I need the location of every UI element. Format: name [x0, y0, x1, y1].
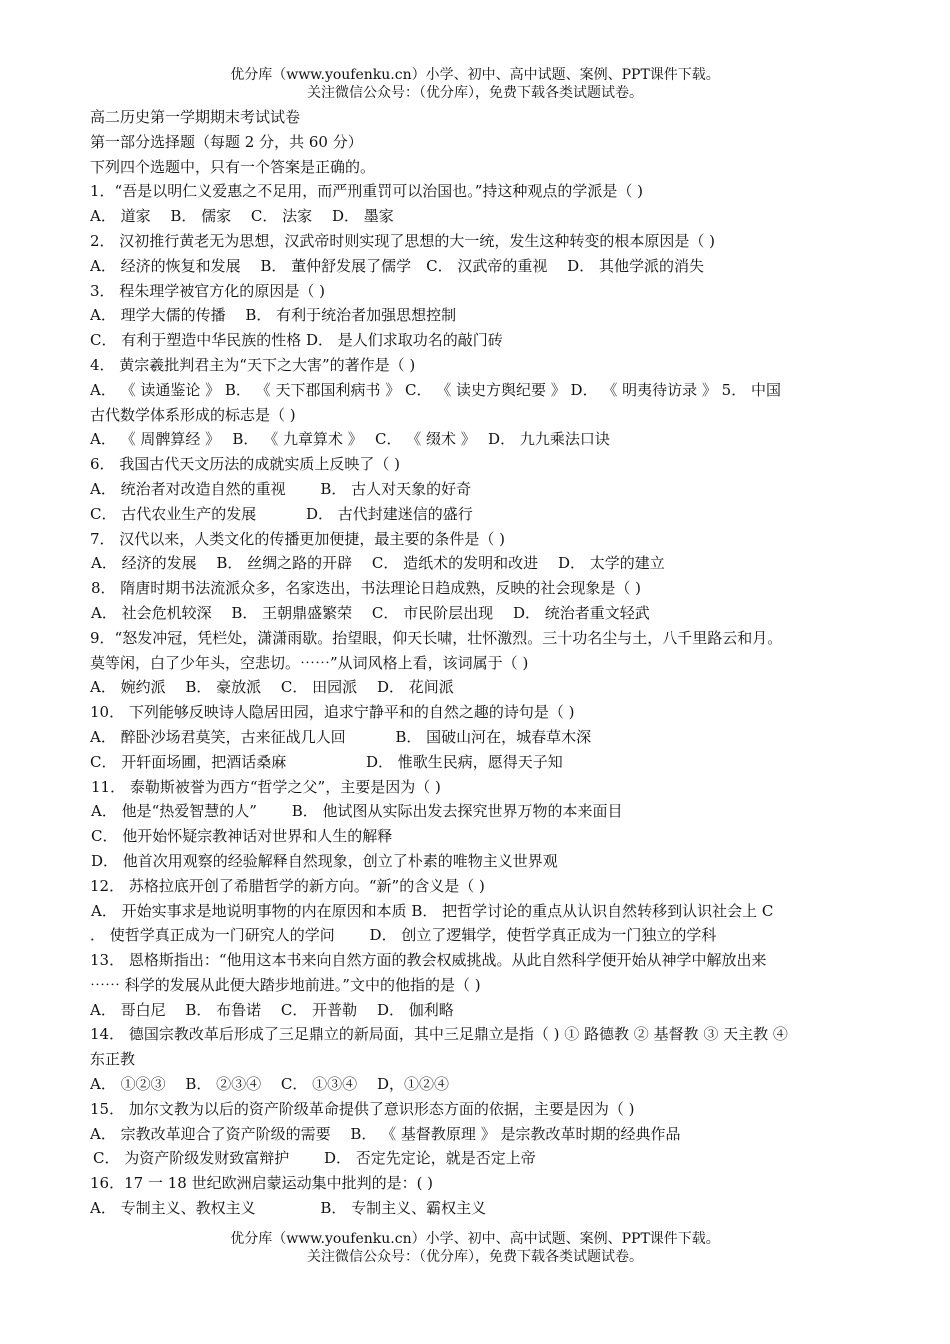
question-2: 2． 汉初推行黄老无为思想，汉武帝时则实现了思想的大一统，发生这种转变的根本原因是（ )	[90, 231, 715, 250]
question-13-options: A． 哥白尼 B． 布鲁诺 C． 开普勒 D． 伽利略	[90, 1000, 454, 1019]
question-1-options: A． 道家 B． 儒家 C． 法家 D． 墨家	[90, 207, 394, 226]
question-3-options-ab: A． 理学大儒的传播 B． 有利于统治者加强思想控制	[90, 306, 457, 325]
question-10: 10． 下列能够反映诗人隐居田园，追求宁静平和的自然之趣的诗句是（ )	[90, 703, 575, 722]
question-5-options: A． 《 周髀算经 》 B． 《 九章算术 》 C． 《 缀术 》 D． 九九乘法口诀	[90, 430, 610, 449]
question-10-options-cd: C． 开轩面场圃，把酒话桑麻 D． 惟歌生民病，愿得天子知	[90, 752, 563, 771]
header-site-line: 优分库（www.youfenku.cn）小学、初中、高中试题、案例、PPT课件下载。	[230, 67, 720, 83]
page-header	[0, 66, 950, 102]
question-3: 3． 程朱理学被官方化的原因是（ )	[90, 281, 325, 300]
question-6: 6． 我国古代天文历法的成就实质上反映了（ )	[90, 455, 400, 474]
question-12-options-cd: ． 使哲学真正成为一门研究人的学问 D． 创立了逻辑学，使哲学真正成为一门独立的学科	[90, 926, 717, 945]
question-9-cont: 莫等闲，白了少年头，空悲切。⋯⋯”从词风格上看，该词属于（ )	[90, 653, 529, 672]
section-heading: 第一部分选择题（每题 2 分，共 60 分）	[90, 132, 363, 151]
question-15: 15． 加尔文教为以后的资产阶级革命提供了意识形态方面的依据，主要是因为（ )	[90, 1099, 635, 1118]
question-14-cont: 东正教	[90, 1050, 136, 1069]
header-wechat-line: 关注微信公众号：（优分库），免费下载各类试题试卷。	[307, 85, 643, 101]
question-15-options-ab: A． 宗教改革迎合了资产阶级的需要 B． 《 基督教原理 》 是宗教改革时期的经典作品	[90, 1124, 681, 1143]
question-9: 9．“怒发冲冠，凭栏处，潇潇雨歇。抬望眼，仰天长啸，壮怀激烈。三十功名尘与土，八千里路云和月。	[90, 628, 783, 647]
question-14-options: A． ①②③ B． ②③④ C． ①③④ D，①②④	[90, 1075, 449, 1094]
question-8-options: A． 社会危机较深 B． 王朝鼎盛繁荣 C． 市民阶层出现 D． 统治者重文轻武	[91, 603, 650, 622]
question-13-cont: ⋯⋯ 科学的发展从此便大踏步地前进。”文中的他指的是（ )	[90, 975, 481, 994]
question-16-options-ab: A． 专制主义、教权主义 B． 专制主义、霸权主义	[90, 1199, 487, 1218]
question-5: 古代数学体系形成的标志是（ )	[90, 405, 296, 424]
footer-site-line: 优分库（www.youfenku.cn）小学、初中、高中试题、案例、PPT课件下载。	[230, 1231, 720, 1247]
question-7-options: A． 经济的发展 B． 丝绸之路的开辟 C． 造纸术的发明和改进 D． 太学的建立	[91, 554, 665, 573]
question-6-options-cd: C． 古代农业生产的发展 D． 古代封建迷信的盛行	[90, 504, 473, 523]
question-16: 16．17 一 18 世纪欧洲启蒙运动集中批判的是：( )	[90, 1174, 434, 1193]
question-14: 14． 德国宗教改革后形成了三足鼎立的新局面，其中三足鼎立是指（ ) ① 路德教 ② 基督教 ③ 天主教 ④	[90, 1025, 788, 1044]
exam-title: 高二历史第一学期期末考试试卷	[90, 108, 301, 126]
question-15-options-cd: C． 为资产阶级发财致富辩护 D． 否定先定论，就是否定上帝	[93, 1149, 536, 1168]
page-footer	[0, 1230, 950, 1266]
question-11-option-d: D． 他首次用观察的经验解释自然现象，创立了朴素的唯物主义世界观	[91, 851, 558, 870]
section-instruction: 下列四个选题中，只有一个答案是正确的。	[90, 157, 376, 176]
question-12-options-abc: A． 开始实事求是地说明事物的内在原因和本质 B． 把哲学讨论的重点从认识自然转移到认识社会上 C	[91, 901, 774, 920]
question-12: 12． 苏格拉底开创了希腊哲学的新方向。“新”的含义是（ )	[90, 876, 485, 895]
question-8: 8． 隋唐时期书法流派众多，名家迭出，书法理论日趋成熟，反映的社会现象是（ )	[91, 579, 641, 598]
exam-body	[90, 105, 880, 1221]
question-11: 11． 泰勒斯被誉为西方“哲学之父”，主要是因为（ )	[91, 777, 441, 796]
question-1: 1．“吾是以明仁义爱惠之不足用，而严刑重罚可以治国也。”持这种观点的学派是（ )	[90, 182, 644, 201]
question-9-options: A． 婉约派 B． 豪放派 C． 田园派 D． 花间派	[90, 678, 454, 697]
footer-wechat-line: 关注微信公众号：（优分库），免费下载各类试题试卷。	[307, 1249, 643, 1265]
question-13: 13． 恩格斯指出：“他用这本书来向自然方面的教会权威挑战。从此自然科学便开始从神学中解放出来	[90, 951, 767, 970]
question-6-options-ab: A． 统治者对改造自然的重视 B． 古人对天象的好奇	[90, 479, 472, 498]
question-11-option-c: C． 他开始怀疑宗教神话对世界和人生的解释	[91, 827, 393, 846]
question-4-options: A． 《 读通鉴论 》 B． 《 天下郡国利病书 》 C． 《 读史方舆纪要 》 D． 《 明夷待访录 》 5． 中国	[90, 380, 781, 399]
question-4: 4． 黄宗羲批判君主为“天下之大害”的著作是（ )	[90, 355, 416, 374]
question-2-options: A． 经济的恢复和发展 B． 董仲舒发展了儒学 C． 汉武帝的重视 D． 其他学派的消失	[90, 256, 704, 275]
question-10-options-ab: A． 醉卧沙场君莫笑，古来征战几人回 B． 国破山河在，城春草木深	[90, 727, 592, 746]
question-7: 7． 汉代以来，人类文化的传播更加便捷，最主要的条件是（ )	[90, 529, 505, 548]
question-3-options-cd: C． 有利于塑造中华民族的性格 D． 是人们求取功名的敲门砖	[90, 331, 503, 350]
question-11-options-ab: A． 他是“热爱智慧的人” B． 他试图从实际出发去探究世界万物的本来面目	[91, 802, 623, 821]
